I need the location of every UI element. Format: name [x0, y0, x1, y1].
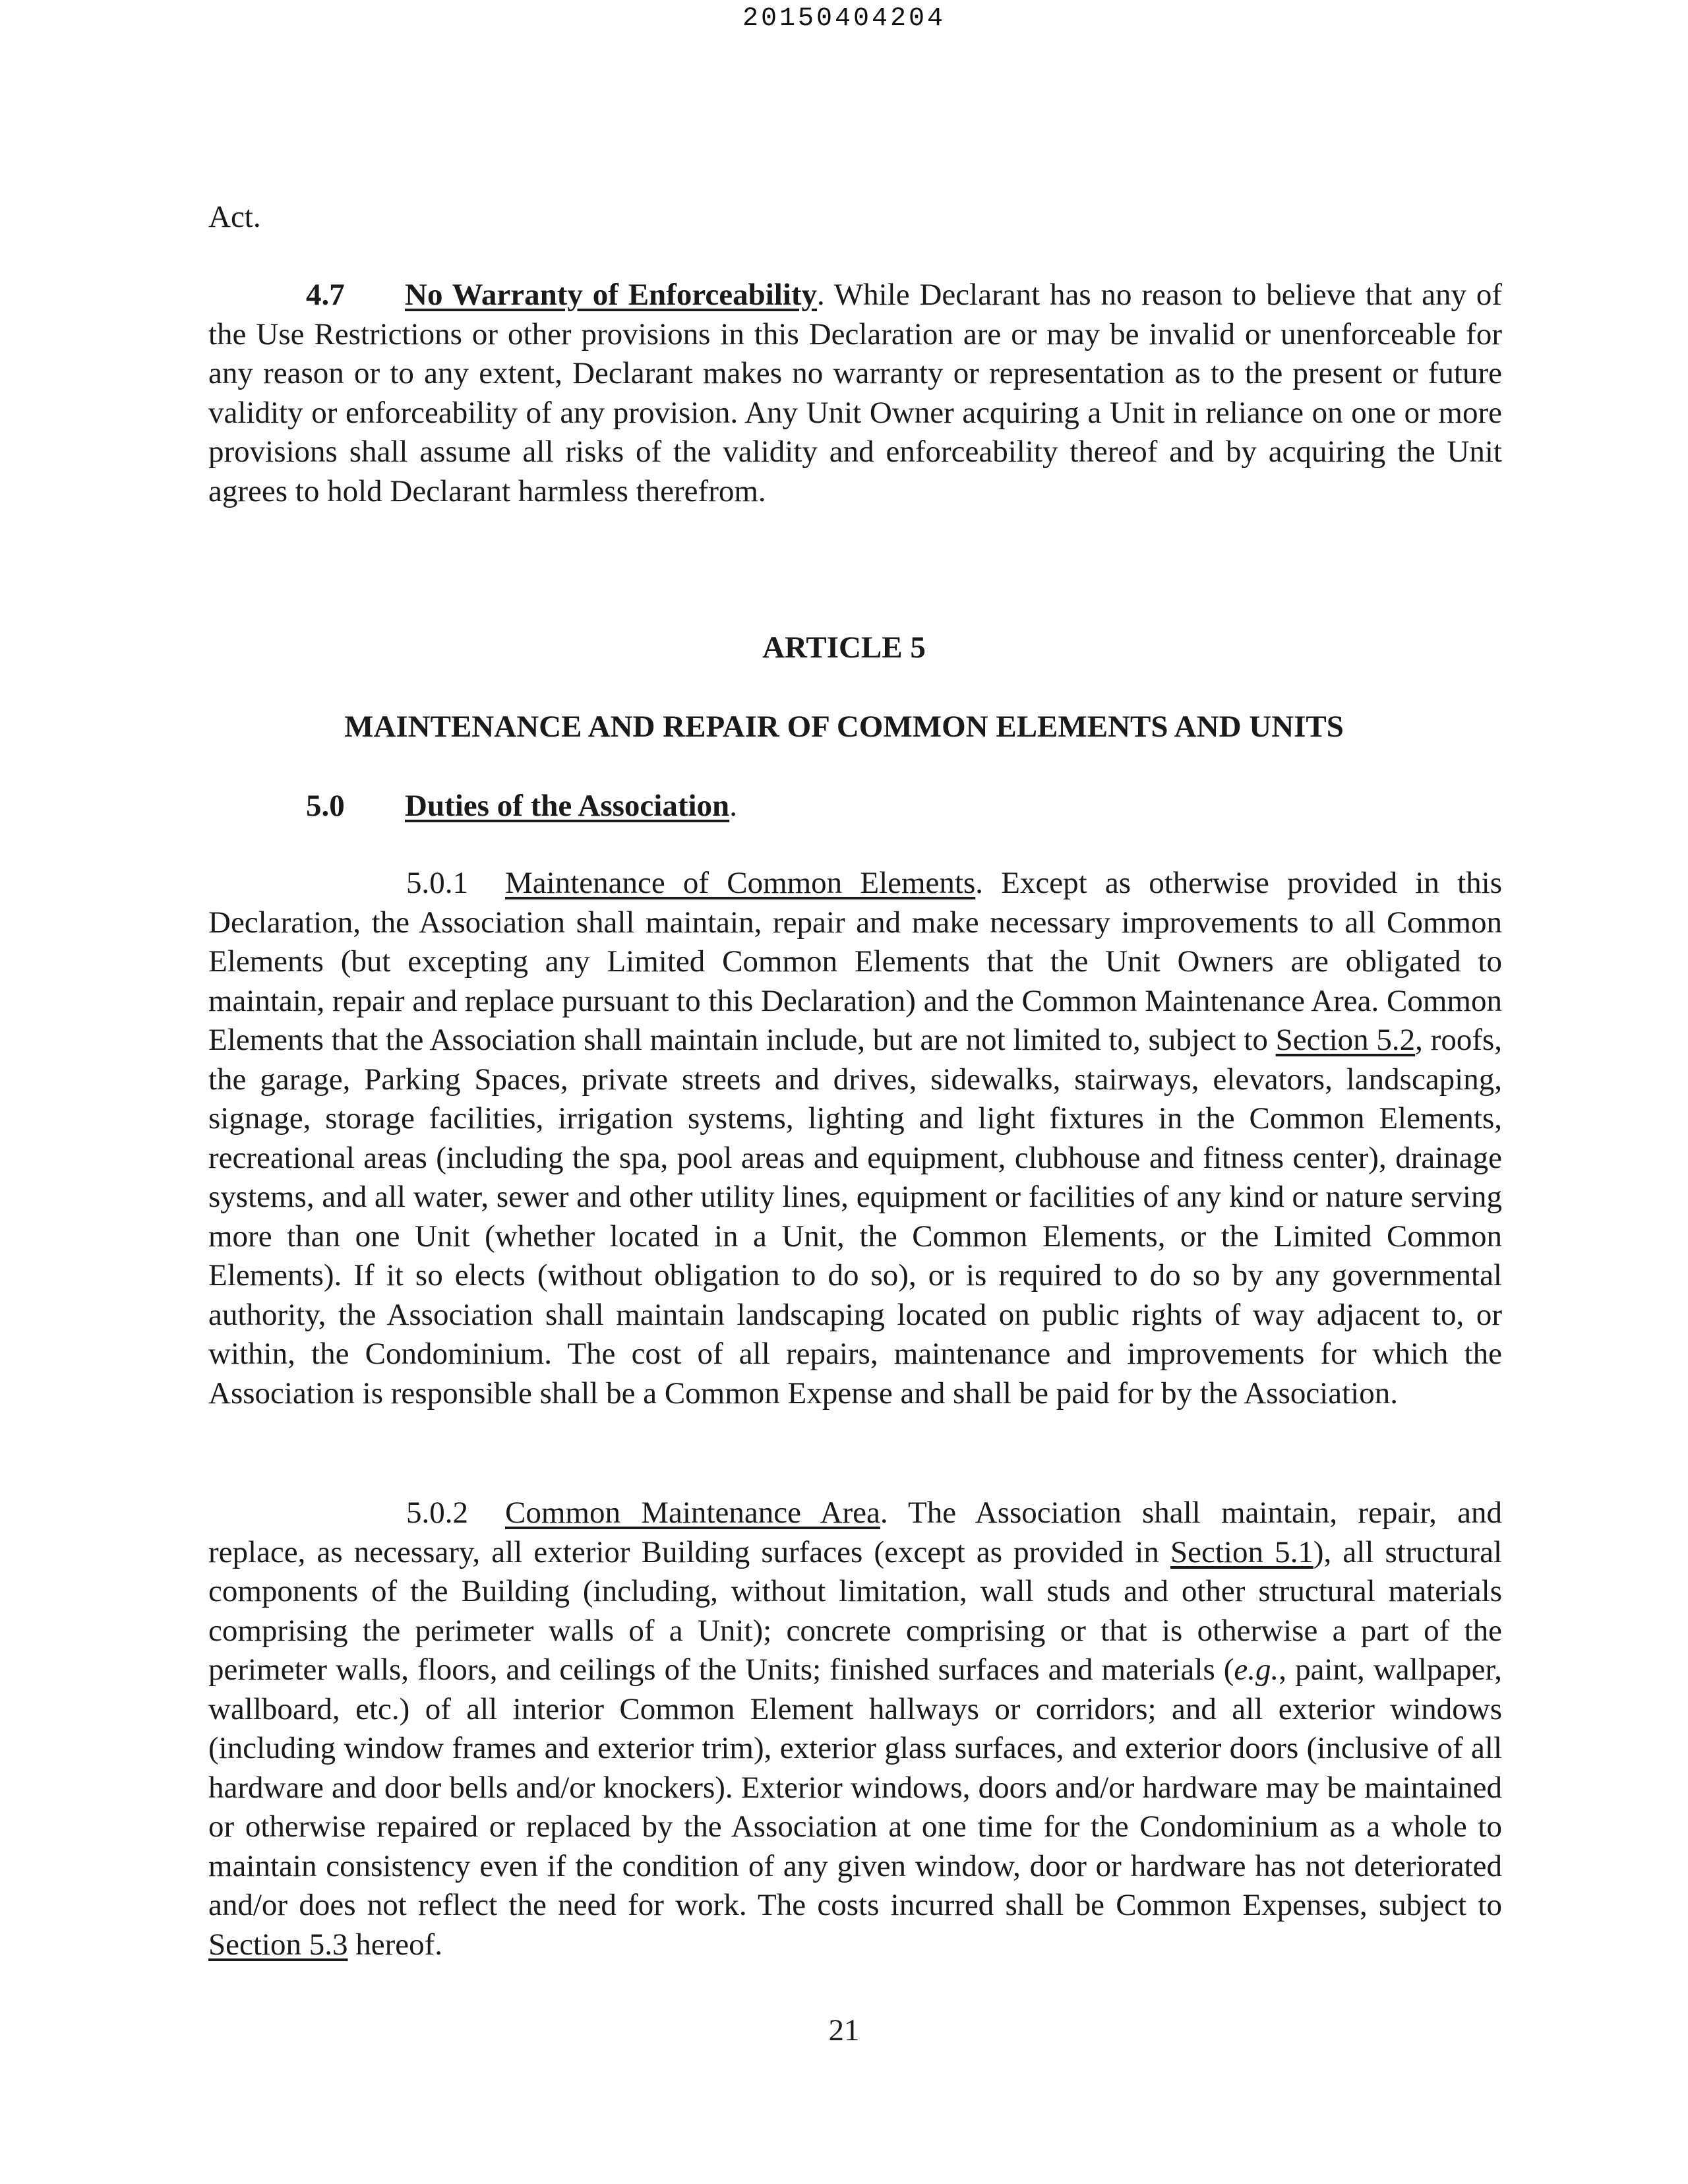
section-5-0-trailing: . — [729, 789, 737, 823]
subsection-5-0-1-text-2: , roofs, the garage, Parking Spaces, private streets and drives, sidewalks, stairways, elevators, landscaping, signage, storage facilities, irrigation systems, lighting and light fixtures in the Common Elements, recreational areas (including the spa, pool areas and equipment, clubhouse and fitness center), drainage systems, and all water, sewer and other utility lines, equipment or facilities of any kind or nature serving more than one Unit (whether located in a Unit, the Common Elements, or the Limited Common Elements). If it so elects (without obligation to do so), or is required to do so by any governmental authority, the Association shall maintain landscaping located on public rights of way adjacent to, or within, the Condominium. The cost of all repairs, maintenance and improvements for which the Association is responsible shall be a Common Expense and shall be paid for by the Association. — [208, 1023, 1503, 1410]
section-4-7-number: 4.7 — [306, 278, 345, 312]
section-5-0-number: 5.0 — [306, 789, 345, 823]
document-number: 20150404204 — [742, 4, 946, 34]
subsection-5-0-2 — [208, 1494, 1502, 1964]
subsection-5-0-2-text-1: . The Association shall maintain, repair, and replace, as necessary, all exterior Building surfaces (except as provided in — [208, 1496, 1502, 1569]
subsection-5-0-2-title: Common Maintenance Area — [505, 1496, 880, 1530]
act-fragment: Act. — [208, 200, 261, 234]
article-title: MAINTENANCE AND REPAIR OF COMMON ELEMENTS AND UNITS — [344, 710, 1344, 744]
subsection-5-0-2-emphasis: e.g. — [1234, 1653, 1279, 1687]
subsection-5-0-2-text-3: , paint, wallpaper, wallboard, etc.) of all interior Common Element hallways or corridors; and all exterior windows (including window frames and exterior trim), exterior glass surfaces, and exterior doors (inclusive of all hardware and door bells and/or knockers). Exterior windows, doors and/or hardware may be maintained or otherwise repaired or replaced by the Association at one time for the Condominium as a whole to maintain consistency even if the condition of any given window, door or hardware has not deteriorated and/or does not reflect the need for work. The costs incurred shall be Common Expenses, subject to — [208, 1653, 1502, 1922]
section-4-7 — [208, 276, 1502, 511]
section-4-7-title: No Warranty of Enforceability — [405, 278, 818, 312]
subsection-5-0-2-number: 5.0.2 — [406, 1496, 468, 1530]
section-ref-5-2: Section 5.2 — [1275, 1023, 1416, 1057]
subsection-5-0-2-text-4: hereof. — [347, 1927, 443, 1962]
section-5-0-title: Duties of the Association — [405, 789, 730, 823]
section-4-7-body: . While Declarant has no reason to believe that any of the Use Restrictions or other provisions in this Declaration are or may be invalid or unenforceable for any reason or to any extent, Declarant makes no warranty or representation as to the present or future validity or enforceability of any provision. Any Unit Owner acquiring a Unit in reliance on one or more provisions shall assume all risks of the validity and enforceability thereof and by acquiring the Unit agrees to hold Declarant harmless therefrom. — [208, 278, 1502, 508]
section-5-0 — [306, 788, 737, 824]
section-ref-5-1: Section 5.1 — [1170, 1534, 1313, 1569]
subsection-5-0-1-title: Maintenance of Common Elements — [505, 866, 976, 900]
subsection-5-0-1 — [208, 864, 1502, 1413]
article-number: ARTICLE 5 — [762, 630, 926, 665]
subsection-5-0-1-number: 5.0.1 — [406, 866, 468, 900]
subsection-5-0-1-text-1: . Except as otherwise provided in this Declaration, the Association shall maintain, repair and make necessary improvements to all Common Elements (but excepting any Limited Common Elements that the Unit Owners are obligated to maintain, repair and replace pursuant to this Declaration) and the Common Maintenance Area. Common Elements that the Association shall maintain include, but are not limited to, subject to — [208, 866, 1502, 1057]
section-ref-5-3: Section 5.3 — [208, 1927, 348, 1962]
page-number: 21 — [828, 2013, 860, 2048]
subsection-5-0-2-text-2: ), all structural components of the Building (including, without limitation, wall studs and other structural materials comprising the perimeter walls of a Unit); concrete comprising or that is otherwise a part of the perimeter walls, floors, and ceilings of the Units; finished surfaces and materials ( — [208, 1534, 1502, 1687]
